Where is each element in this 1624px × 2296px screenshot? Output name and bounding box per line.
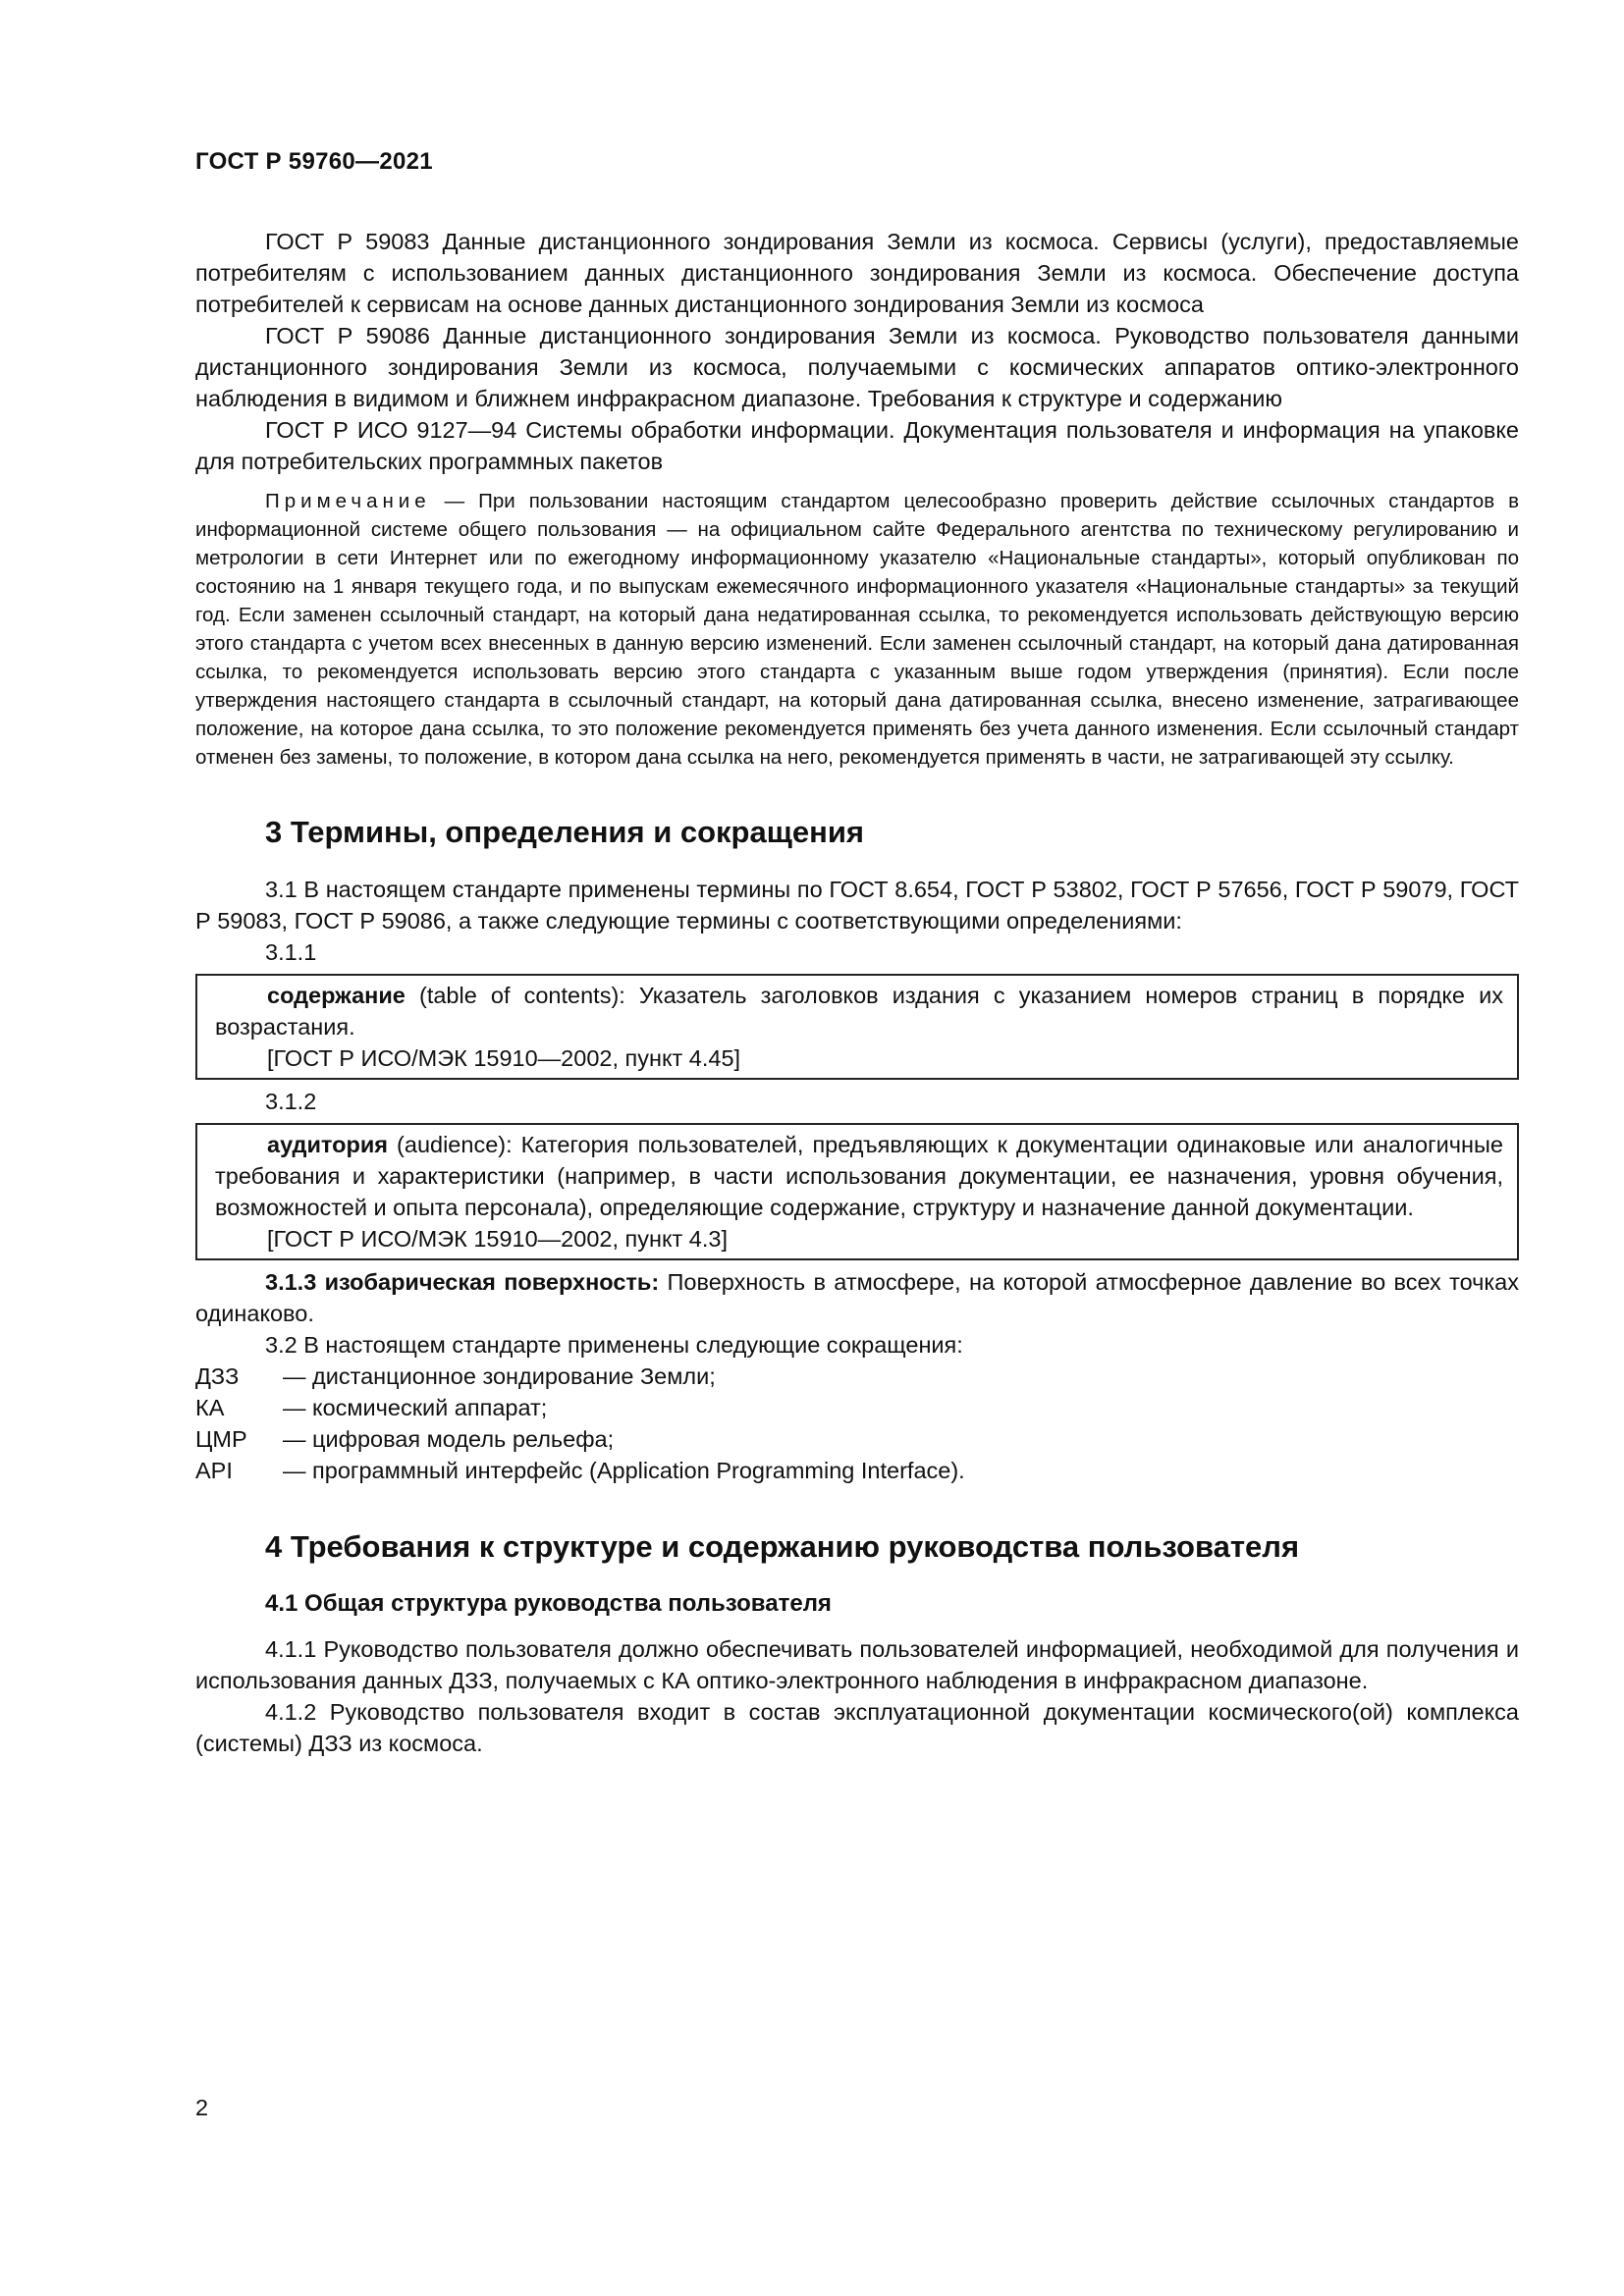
- reference-paragraph: ГОСТ Р 59083 Данные дистанционного зондирования Земли из космоса. Сервисы (услуги), предоставляемые потребителям с использованием данных дистанционного зондирования Земли из космоса. Обеспечение доступа потребителей к сервисам на основе данных дистанционного зондирования Земли из космоса: [195, 229, 1519, 317]
- term-source: [ГОСТ Р ИСО/МЭК 15910—2002, пункт 4.45]: [267, 1045, 741, 1071]
- reference-paragraph: ГОСТ Р ИСО 9127—94 Системы обработки информации. Документация пользователя и информация на упаковке для потребительских программных пакетов: [195, 417, 1519, 474]
- term-source: [ГОСТ Р ИСО/МЭК 15910—2002, пункт 4.3]: [267, 1226, 729, 1252]
- subsection-4-1-title: 4.1 Общая структура руководства пользователя: [265, 1590, 832, 1617]
- abbreviation-row: [195, 1392, 1519, 1423]
- term-definition-text: (table of contents): Указатель заголовков издания с указанием номеров страниц в порядке их возрастания.: [215, 983, 1503, 1040]
- abbreviations-list: [195, 1361, 1519, 1486]
- abbreviation-value: — цифровая модель рельефа;: [283, 1426, 615, 1452]
- document-code-header: ГОСТ Р 59760—2021: [195, 148, 433, 175]
- term-definition-text: Поверхность в атмосфере, на которой атмосферное давление во всех точках одинаково.: [195, 1269, 1519, 1326]
- note-paragraph: [195, 487, 1519, 772]
- abbreviation-key: ДЗЗ: [195, 1363, 240, 1389]
- term-number: 3.1.1: [265, 939, 317, 965]
- abbreviation-row: [195, 1423, 1519, 1455]
- term-definition-text: (audience): Категория пользователей, предъявляющих к документации одинаковые или аналогичные требования и характеристики (например, в части использования документации, ее назначения, уровня обучения, возможностей и опыта персонала), определяющие содержание, структуру и назначение данной документации.: [215, 1132, 1503, 1220]
- section-3-title: 3 Термины, определения и сокращения: [265, 815, 864, 849]
- term-name: содержание: [267, 983, 406, 1008]
- term-number: 3.1.2: [265, 1089, 317, 1114]
- body-paragraph: 4.1.1 Руководство пользователя должно обеспечивать пользователей информацией, необходимой для получения и использования данных ДЗЗ, получаемых с КА оптико-электронного наблюдения в инфракрасном диапазоне.: [195, 1636, 1519, 1693]
- term-definition-inline: [195, 1266, 1519, 1329]
- abbreviation-key: API: [195, 1458, 233, 1483]
- abbreviation-value: — программный интерфейс (Application Programming Interface).: [283, 1458, 965, 1483]
- term-definition-box: [195, 974, 1519, 1080]
- abbreviations-intro: 3.2 В настоящем стандарте применены следующие сокращения:: [265, 1332, 963, 1358]
- body-paragraph: 4.1.2 Руководство пользователя входит в состав эксплуатационной документации космического(ой) комплекса (системы) ДЗЗ из космоса.: [195, 1699, 1519, 1756]
- term-definition: [215, 1129, 1503, 1223]
- section-4-title: 4 Требования к структуре и содержанию руководства пользователя: [265, 1529, 1300, 1564]
- term-definition-box: [195, 1123, 1519, 1260]
- page-content: [195, 226, 1519, 1759]
- abbreviation-value: — космический аппарат;: [283, 1395, 548, 1420]
- note-label: Примечание: [265, 490, 431, 512]
- abbreviation-key: КА: [195, 1395, 225, 1420]
- reference-paragraph: ГОСТ Р 59086 Данные дистанционного зондирования Земли из космоса. Руководство пользователя данными дистанционного зондирования Земли из космоса, получаемыми с космических аппаратов оптико-электронного наблюдения в видимом и ближнем инфракрасном диапазоне. Требования к структуре и содержанию: [195, 323, 1519, 411]
- abbreviation-row: [195, 1455, 1519, 1486]
- abbreviation-key: ЦМР: [195, 1426, 247, 1452]
- note-text: — При пользовании настоящим стандартом целесообразно проверить действие ссылочных стандартов в информационной системе общего пользования — на официальном сайте Федерального агентства по техническому регулированию и метрологии в сети Интернет или по ежегодному информационному указателю «Национальные стандарты», который опубликован по состоянию на 1 января текущего года, и по выпускам ежемесячного информационного указателя «Национальные стандарты» за текущий год. Если заменен ссылочный стандарт, на который дана недатированная ссылка, то рекомендуется использовать действующую версию этого стандарта с учетом всех внесенных в данную версию изменений. Если заменен ссылочный стандарт, на который дана датированная ссылка, то рекомендуется использовать версию этого стандарта с указанным выше годом утверждения (принятия). Если после утверждения настоящего стандарта в ссылочный стандарт, на который дана датированная ссылка, внесено изменение, затрагивающее положение, на которое дана ссылка, то это положение рекомендуется применять без учета данного изменения. Если ссылочный стандарт отменен без замены, то положение, в котором дана ссылка на него, рекомендуется применять в части, не затрагивающей эту ссылку.: [195, 490, 1519, 769]
- page-number: 2: [195, 2095, 209, 2120]
- terms-intro: 3.1 В настоящем стандарте применены термины по ГОСТ 8.654, ГОСТ Р 53802, ГОСТ Р 57656, ГОСТ Р 59079, ГОСТ Р 59083, ГОСТ Р 59086, а также следующие термины с соответствующими определениями:: [195, 877, 1519, 934]
- term-name: 3.1.3 изобарическая поверхность:: [265, 1269, 660, 1295]
- abbreviation-row: [195, 1361, 1519, 1392]
- term-definition: [215, 980, 1503, 1042]
- term-name: аудитория: [267, 1132, 388, 1157]
- abbreviation-value: — дистанционное зондирование Земли;: [283, 1363, 716, 1389]
